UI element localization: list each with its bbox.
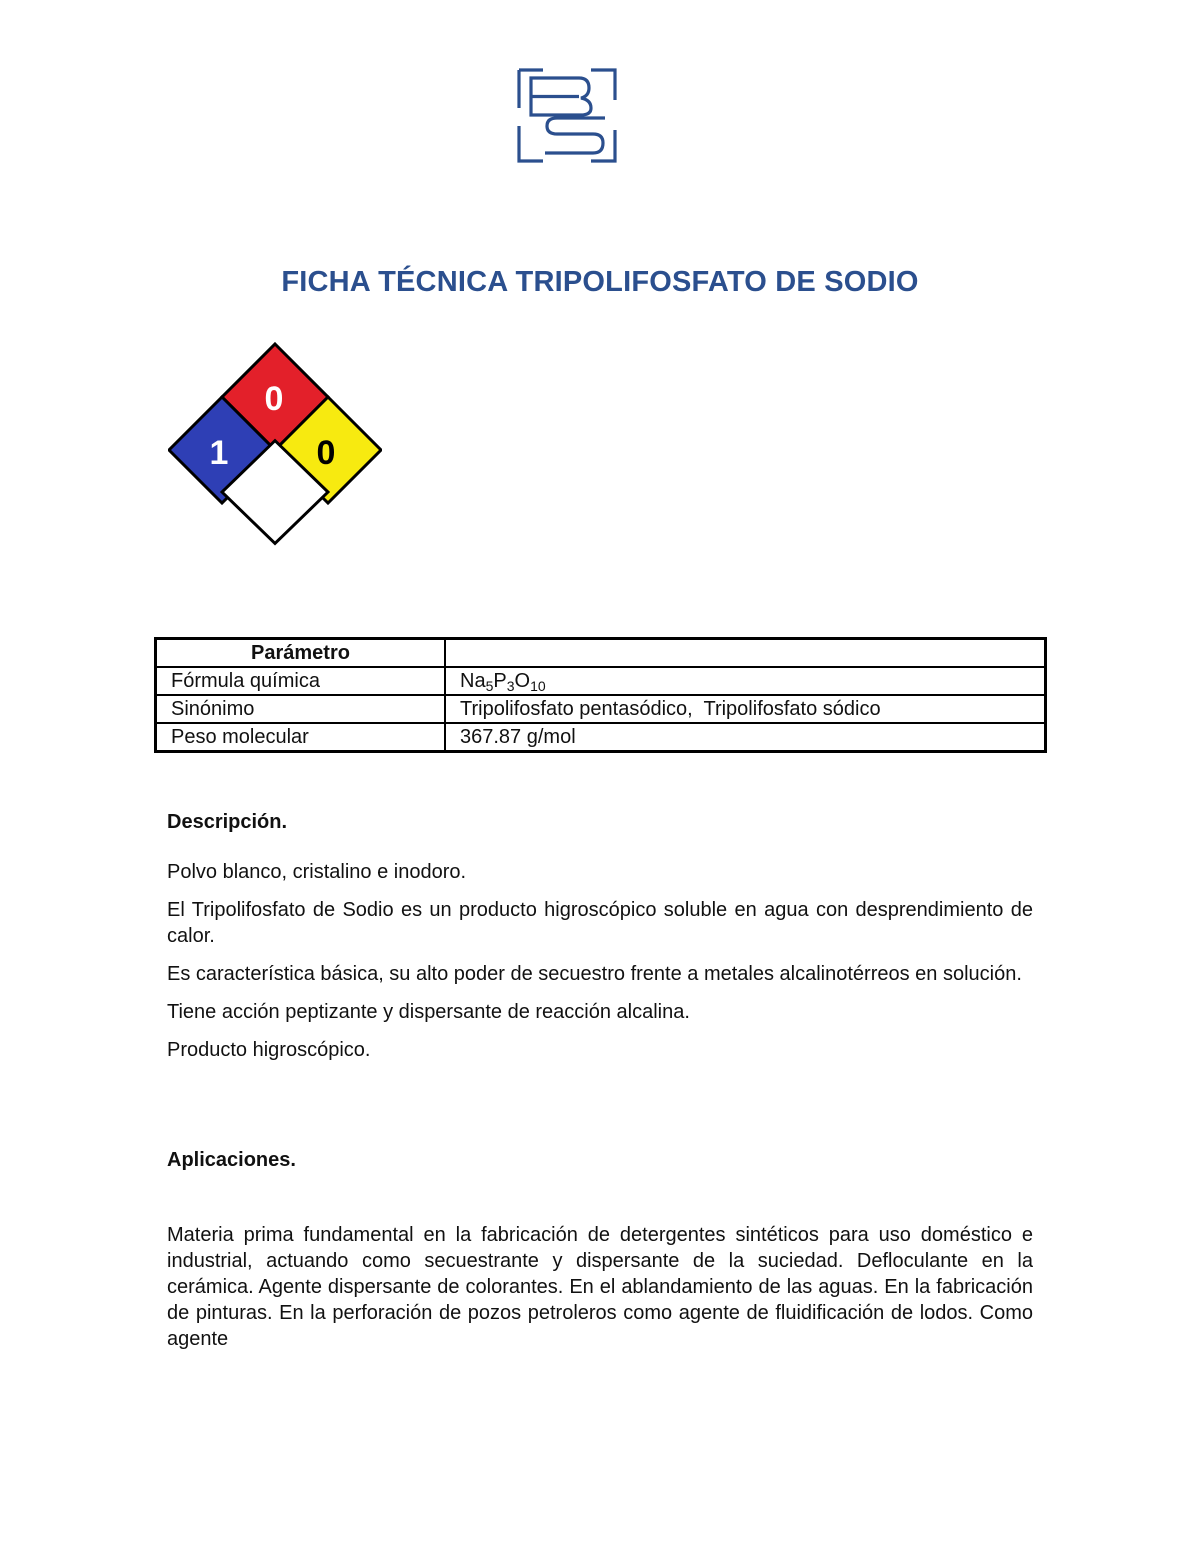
param-name: Fórmula química xyxy=(156,667,446,695)
chemical-formula: $Na_5P_3O_{10}$ xyxy=(445,667,1046,695)
param-name: Sinónimo xyxy=(156,695,446,723)
table-row xyxy=(156,723,1046,752)
param-value: Tripolifosfato pentasódico, Tripolifosfato sódico xyxy=(445,695,1046,723)
nfpa-flammability-value: 0 xyxy=(264,380,284,418)
applications-section xyxy=(167,1147,1033,1352)
nfpa-health-value: 1 xyxy=(209,434,229,472)
applications-paragraph: Materia prima fundamental en la fabricación de detergentes sintéticos para uso doméstico e industrial, actuando como secuestrante y dispersante de la suciedad. Defloculante en la cerámica. Agente dispersante de colorantes. En el ablandamiento de las aguas. En la fabricación de pinturas. En la perforación de pozos petroleros como agente de fluidificación de lodos. Como agente xyxy=(167,1224,1033,1350)
table-header-value xyxy=(445,639,1046,668)
description-paragraph: Polvo blanco, cristalino e inodoro. xyxy=(167,861,467,883)
nfpa-diamond xyxy=(168,338,382,552)
description-section xyxy=(167,809,1033,1063)
table-row xyxy=(156,695,1046,723)
description-paragraph: Es característica básica, su alto poder de secuestro frente a metales alcalinotérreos en solución. xyxy=(167,963,1022,985)
applications-heading: Aplicaciones. xyxy=(167,1149,296,1171)
table-header-param: Parámetro xyxy=(156,639,446,668)
table-header-row xyxy=(156,639,1046,668)
param-value: 367.87 g/mol xyxy=(445,723,1046,752)
description-paragraph: El Tripolifosfato de Sodio es un producto higroscópico soluble en agua con desprendimiento de calor. xyxy=(167,899,1033,947)
parameters-table xyxy=(154,637,1047,753)
param-name: Peso molecular xyxy=(156,723,446,752)
nfpa-reactivity-value: 0 xyxy=(316,434,336,472)
company-logo xyxy=(517,68,617,163)
document-title: FICHA TÉCNICA TRIPOLIFOSFATO DE SODIO xyxy=(281,266,919,298)
table-row xyxy=(156,667,1046,695)
description-heading: Descripción. xyxy=(167,811,288,833)
description-paragraph: Producto higroscópico. xyxy=(167,1039,371,1061)
description-paragraph: Tiene acción peptizante y dispersante de reacción alcalina. xyxy=(167,1001,690,1023)
